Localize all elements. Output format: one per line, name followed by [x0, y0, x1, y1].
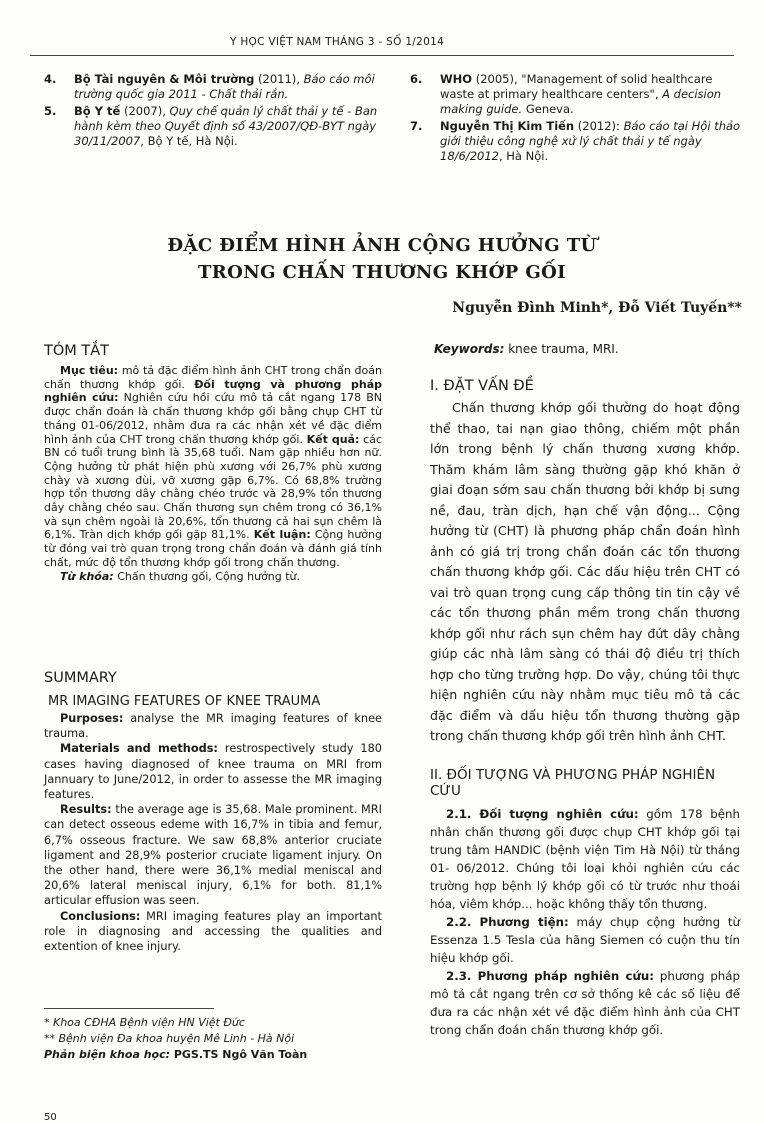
section1-paragraph: Chấn thương khớp gối thường do hoạt động thể thao, tai nạn giao thông, chiếm một phần lớn trong bệnh lý chấn thương xương khớp. Thăm khám lâm sàng thường gặp khó khăn ở giai đoạn sớm sau chấn thương bởi khớp bị sưng nề, đau, tràn dịch, hạn chế vận động... Cộng hưởng từ (CHT) là phương pháp chẩn đoán hình ảnh có giá trị trong chẩn đoán các tổn thương chấn thương khớp gối. Các dấu hiệu trên CHT có vai trò quan trọng cung cấp thông tin tin cậy về các tổn thương phần mềm trong chấn thương khớp gối như rách sụn chêm hay đứt dây chằng giúp các nhà lâm sàng có thái độ điều trị thích hợp cho từng trường hợp. Do vậy, chúng tôi thực hiện nghiên cứu này nhằm mục tiêu mô tả các đặc điểm và dấu hiệu tổn thương thường gặp trong chấn thương khớp gối trên hình ảnh CHT.	[430, 400, 740, 743]
reference-tail: , Hà Nội.	[498, 149, 549, 163]
reference-year: (2007),	[120, 104, 170, 118]
reference-author: Nguyễn Thị Kim Tiến	[440, 119, 575, 133]
section1-body	[430, 398, 740, 747]
title-line-1: ĐẶC ĐIỂM HÌNH ẢNH CỘNG HƯỞNG TỪ	[167, 235, 597, 256]
reviewer-label: Phản biện khoa học:	[44, 1048, 171, 1061]
page-number: 50	[44, 1112, 57, 1123]
methods-label: Đối tượng và phương pháp nghiên cứu:	[44, 377, 382, 405]
results-en-text: the average age is 35,68. Male prominent. MRI can detect osseous edeme with 16,7% in tibia and femur, 6,7% osseous fracture. We saw 68,8% anterior cruciate ligament and 28,9% posterior cruciate ligament injury. On the other hand, there were 36,1% medial meniscal and 20,6% lateral meniscal injury, 6,1% for both. 81,1% articular effusion was seen.	[44, 803, 382, 908]
reference-number: 7.	[410, 119, 423, 133]
reference-number: 5.	[44, 104, 57, 118]
reference-5	[44, 104, 382, 149]
purposes-text: analyse the MR imaging features of knee trauma.	[44, 712, 382, 741]
abstract-vietnamese	[44, 343, 382, 583]
references-left	[44, 72, 382, 151]
abstract-paragraph	[44, 364, 382, 570]
footnote-affiliation-1: * Khoa CĐHA Bệnh viện HN Việt Đức	[44, 1016, 245, 1029]
reference-year: (2005), "Management of solid healthcare waste at primary healthcare centers",	[440, 72, 713, 101]
summary-heading: SUMMARY	[44, 670, 117, 686]
running-header: Y HỌC VIỆT NAM THÁNG 3 - SỐ 1/2014	[230, 36, 445, 48]
section2-heading: II. ĐỐI TƯỢNG VÀ PHƯƠNG PHÁP NGHIÊN CỨU	[430, 767, 716, 799]
reference-number: 4.	[44, 72, 57, 86]
section2-1	[430, 805, 740, 913]
footnotes	[44, 1015, 307, 1063]
footnote-rule	[44, 1008, 214, 1009]
section2-3	[430, 967, 740, 1039]
keywords-en-label: Keywords:	[434, 342, 505, 356]
summary-subtitle: MR IMAGING FEATURES OF KNEE TRAUMA	[48, 694, 321, 709]
objective-text: mô tả đặc điểm hình ảnh CHT trong chẩn đoán chấn thương khớp gối.	[44, 364, 382, 391]
methods-text: Nghiên cứu hồi cứu mô tả cắt ngang 178 BN được chẩn đoán là chấn thương khớp gối bằng chụp CHT từ tháng 01-06/2012, nhằm đưa ra các nhận xét về đặc điểm hình ảnh của CHT trong chấn thương khớp gối.	[44, 391, 382, 446]
conclusions-label: Conclusions:	[60, 909, 141, 923]
abstract-heading: TÓM TẮT	[44, 343, 110, 359]
reference-author: WHO	[440, 72, 473, 86]
results-text: các BN có tuổi trung bình là 35,68 tuổi. Nam gặp nhiều hơn nữ. Cộng hưởng từ phát hiện phù xương với 26,7% phù xương chày và xương đùi, vỡ xương gặp 6,7%. Có 68,8% trường hợp tổn thương dây chằng chéo trước và 28,9% tổn thương dây chằng chéo sau. Chấn thương sụn chêm trong có 36,1% và sụn chêm ngoài là 20,6%, tổn thương cả hai sụn chêm là 6,1%. Tràn dịch khớp gối gặp 81,1%.	[44, 432, 383, 542]
objective-label: Mục tiêu:	[60, 364, 119, 377]
reference-year: (2011),	[254, 72, 304, 86]
title-line-2: TRONG CHẤN THƯƠNG KHỚP GỐI	[197, 262, 567, 283]
footnote-affiliation-2: ** Bệnh viện Đa khoa huyện Mê Linh - Hà Nội	[44, 1032, 295, 1045]
reference-title: Quy chế quản lý chất thải y tế - Ban hành kèm theo Quyết định số 43/2007/QĐ-BYT ngày 30/11/2007	[74, 104, 378, 148]
article-title	[0, 232, 764, 286]
keywords-en-line	[430, 343, 740, 357]
keywords-vi	[44, 570, 382, 584]
section2-3-text: phương pháp mô tả cắt ngang trên cơ sở thống kê các số liệu để đưa ra các nhận xét về đặc điểm hình ảnh của CHT trong chẩn đoán chấn thương khớp gối.	[430, 969, 741, 1037]
section2-2	[430, 913, 740, 967]
reference-number: 6.	[410, 72, 423, 86]
conclusion-label: Kết luận:	[253, 528, 311, 542]
reference-6	[410, 72, 745, 117]
section-methods	[430, 767, 740, 1039]
section2-2-text: máy chụp cộng hưởng từ Essenza 1.5 Tesla của hãng Siemen có cuộn thu tín hiệu khớp gối.	[430, 915, 740, 965]
results-en-label: Results:	[60, 803, 112, 817]
header-rule	[30, 55, 734, 56]
reference-author: Bộ Tài nguyên & Môi trường	[74, 72, 255, 86]
materials-text: restrospectively study 180 cases having diagnosed of knee trauma on MRI from Jannuary to June/2012, in order to assesse the MR imaging features.	[44, 742, 382, 802]
section2-body	[430, 805, 740, 1039]
reference-title: A decision making guide.	[440, 87, 722, 116]
section1-heading: I. ĐẶT VẤN ĐỀ	[430, 378, 534, 394]
section2-1-label: 2.1. Đối tượng nghiên cứu:	[446, 807, 639, 821]
reviewer-name: PGS.TS Ngô Văn Toàn	[170, 1048, 308, 1061]
conclusions-paragraph	[44, 909, 382, 955]
section-introduction	[430, 378, 740, 747]
keywords-vi-label: Từ khóa:	[60, 569, 114, 583]
results-label: Kết quả:	[306, 432, 360, 446]
section2-3-label: 2.3. Phương pháp nghiên cứu:	[446, 969, 655, 983]
references-right	[410, 72, 745, 166]
materials-label: Materials and methods:	[60, 742, 218, 756]
keywords-en	[430, 343, 740, 357]
footnote-reviewer	[44, 1047, 307, 1063]
conclusions-text: MRI imaging features play an important role in diagnosing and accessing the qualities and extention of knee injury.	[44, 909, 382, 954]
purposes-paragraph	[44, 711, 382, 741]
reference-4	[44, 72, 382, 102]
materials-paragraph	[44, 741, 382, 802]
section2-2-label: 2.2. Phương tiện:	[446, 915, 569, 929]
purposes-label: Purposes:	[60, 712, 124, 725]
reference-7	[410, 119, 745, 164]
summary-english	[44, 670, 382, 954]
reference-title: Báo cáo tại Hội thảo giới thiệu công nghệ xử lý chất thải y tế ngày 18/6/2012	[440, 119, 741, 163]
reference-title: Báo cáo môi trường quốc gia 2011 - Chất thải rắn.	[74, 72, 375, 101]
keywords-vi-text: Chấn thương gối, Cộng hưởng từ.	[113, 569, 301, 583]
reference-tail: Geneva.	[522, 102, 574, 116]
reference-year: (2012):	[574, 119, 624, 133]
reference-tail: , Bộ Y tế, Hà Nội.	[140, 134, 238, 148]
conclusion-text: Cộng hưởng từ đóng vai trò quan trọng trong chẩn đoán và đánh giá tính chất, mức độ tổn thương khớp gối trong chấn thương.	[44, 528, 382, 569]
article-authors: Nguyễn Đình Minh*, Đỗ Viết Tuyến**	[452, 300, 742, 316]
section2-1-text: gồm 178 bệnh nhân chấn thương gối được chụp CHT khớp gối tại trung tâm HANDIC (bệnh viện Tim Hà Nội) từ tháng 01- 06/2012. Chúng tôi loại khỏi nghiên cứu các trường hợp bệnh lý khớp gối có từ trước như thoái hóa, viêm khớp... hoặc không thấy tổn thương.	[430, 807, 740, 911]
keywords-en-text: knee trauma, MRI.	[504, 342, 619, 356]
reference-author: Bộ Y tế	[74, 104, 121, 118]
summary-body	[44, 711, 382, 954]
results-paragraph	[44, 802, 382, 908]
abstract-body	[44, 364, 382, 583]
